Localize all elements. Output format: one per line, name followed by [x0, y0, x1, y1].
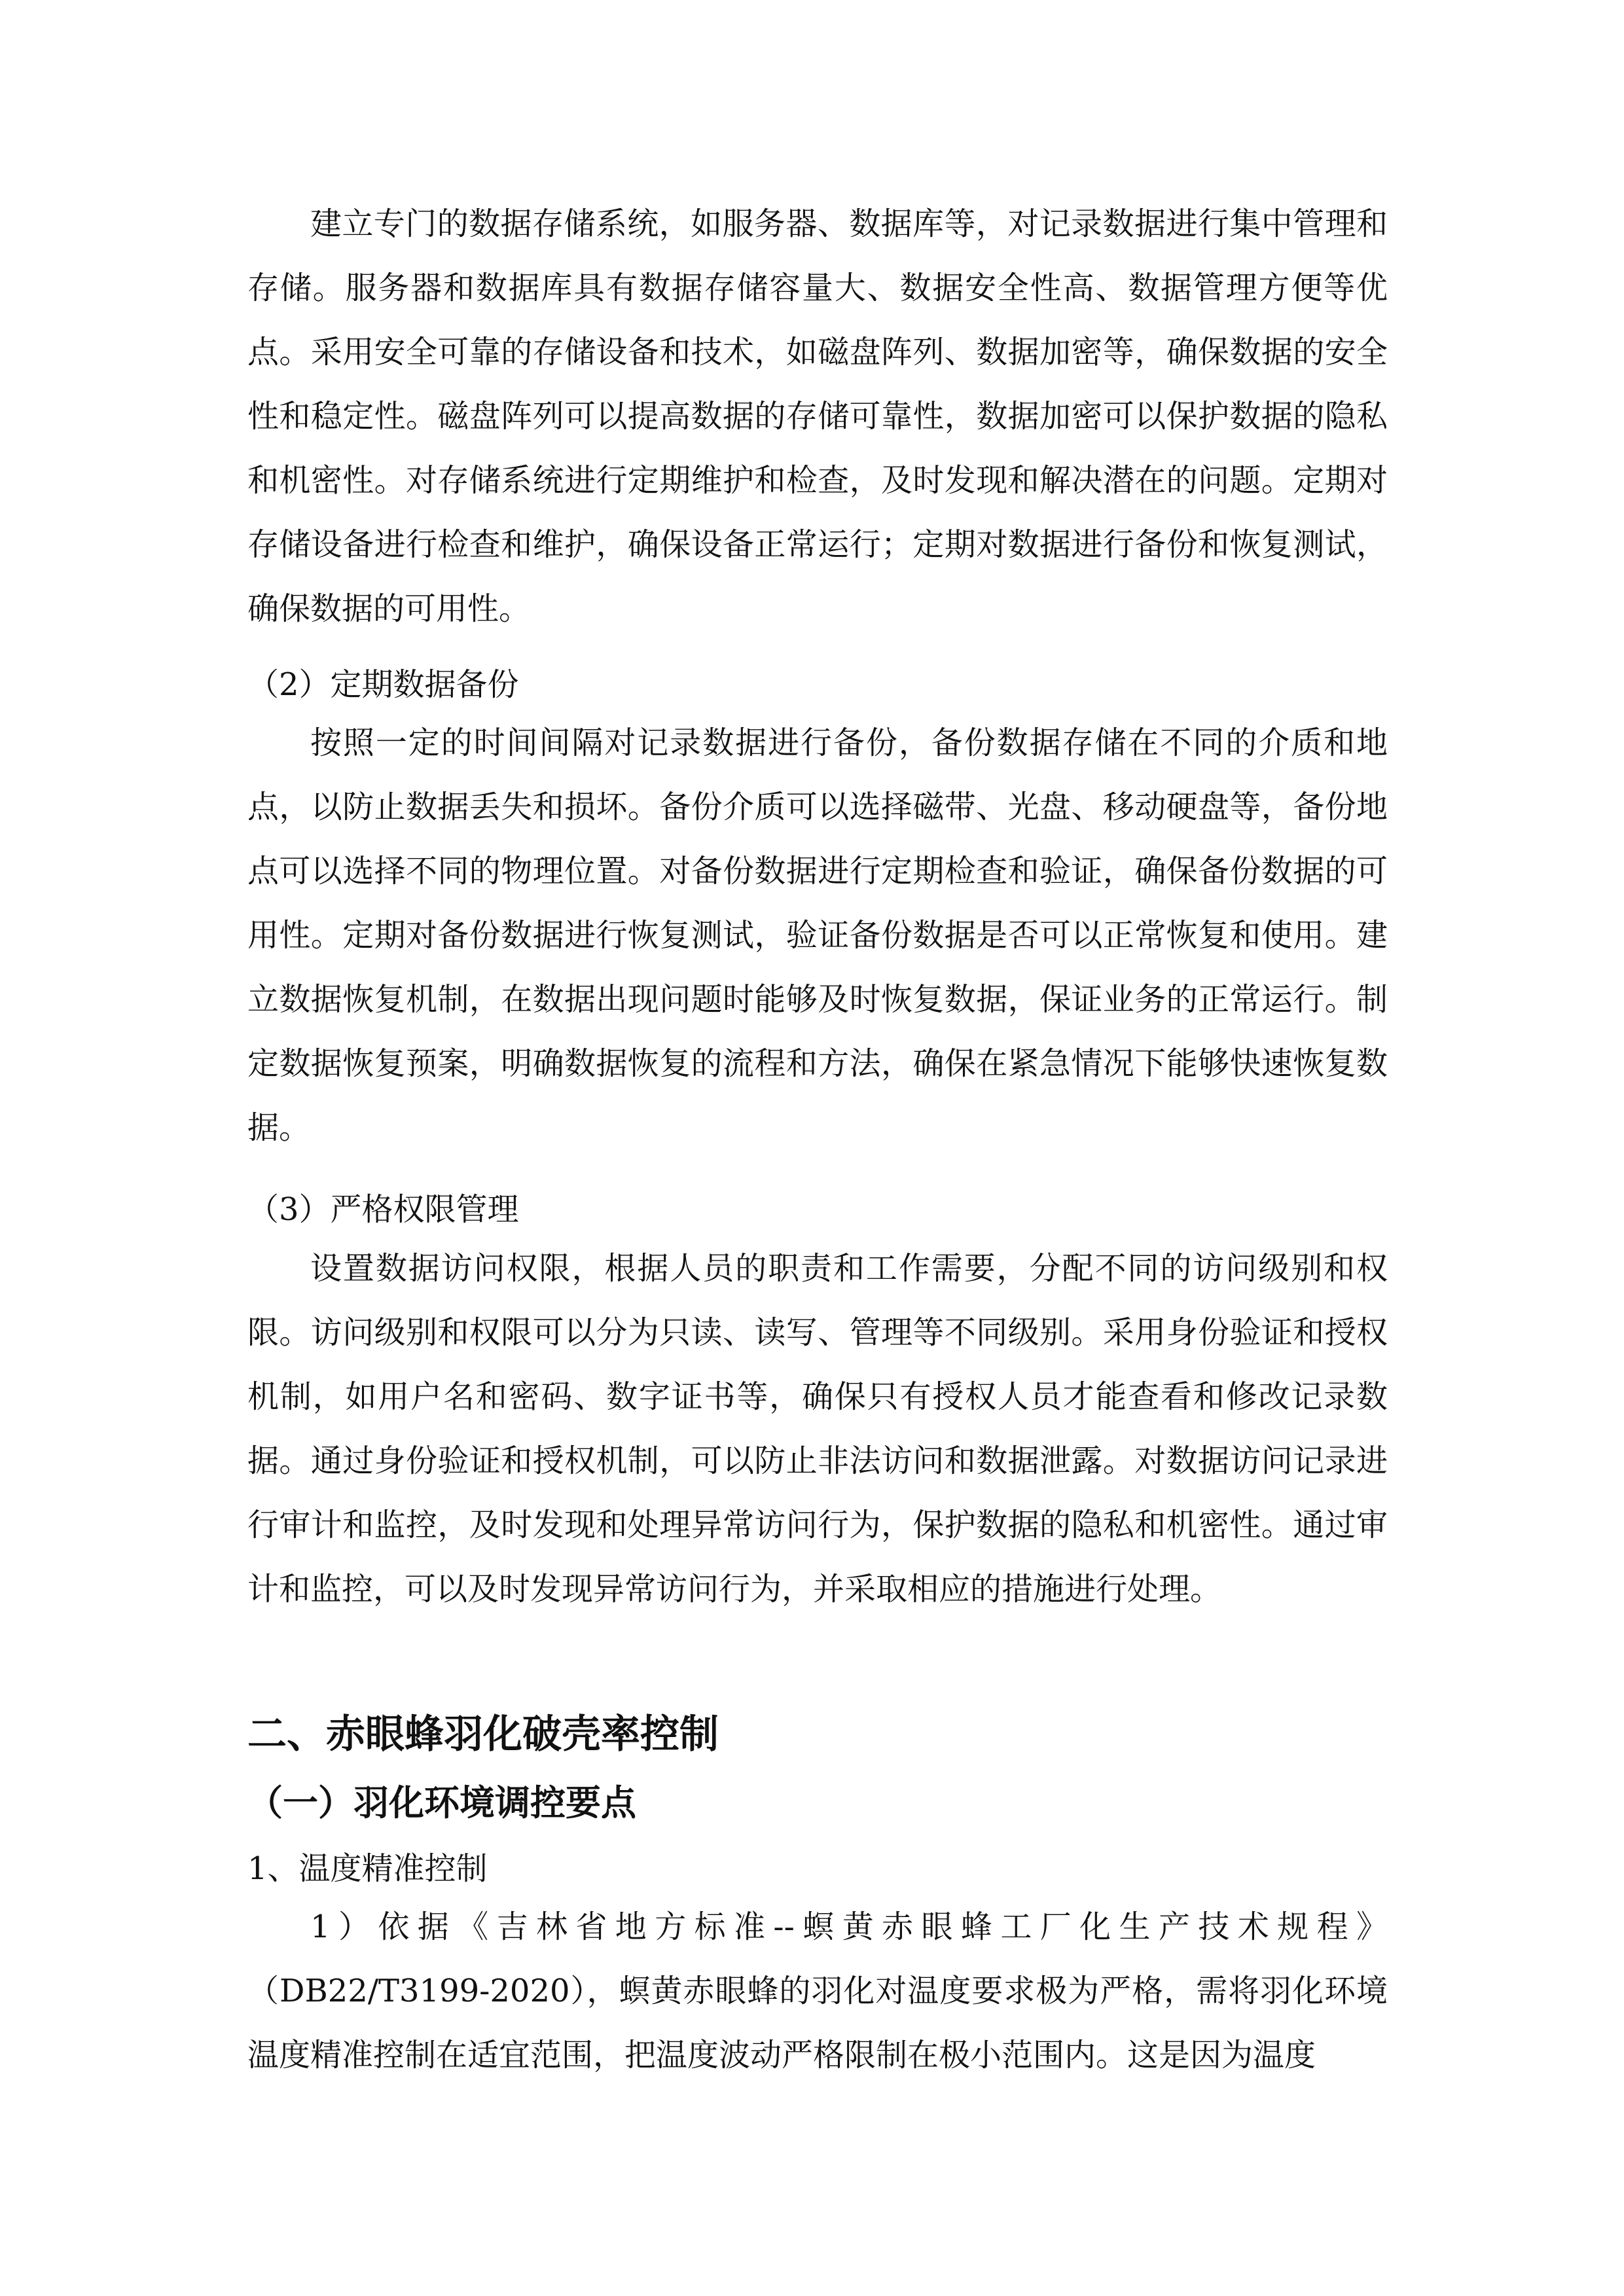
item-heading-temperature-control: 1、温度精准控制	[247, 1850, 488, 1887]
paragraph-data-storage-system: 建立专门的数据存储系统，如服务器、数据库等，对记录数据进行集中管理和存储。服务器和数据库具有数据存储容量大、数据安全性高、数据管理方便等优点。采用安全可靠的存储设备和技术，如磁盘阵列、数据加密等，确保数据的安全性和稳定性。磁盘阵列可以提高数据的存储可靠性，数据加密可以保护数据的隐私和机密性。对存储系统进行定期维护和检查，及时发现和解决潜在的问题。定期对存储设备进行检查和维护，确保设备正常运行；定期对数据进行备份和恢复测试，确保数据的可用性。	[247, 206, 1388, 627]
section-heading-emergence-rate: 二、赤眼蜂羽化破壳率控制	[247, 1712, 719, 1757]
subheading-permission-management: （3）严格权限管理	[247, 1191, 519, 1228]
paragraph-temperature-standard: 1）依据《吉林省地方标准--螟黄赤眼蜂工厂化生产技术规程》（DB22/T3199-2020），螟黄赤眼蜂的羽化对温度要求极为严格，需将羽化环境温度精准控制在适宜范围，把温度波动严格限制在极小范围内。这是因为温度	[247, 1909, 1388, 2073]
subheading-periodic-backup: （2）定期数据备份	[247, 666, 519, 703]
paragraph-permission-management: 设置数据访问权限，根据人员的职责和工作需要，分配不同的访问级别和权限。访问级别和权限可以分为只读、读写、管理等不同级别。采用身份验证和授权机制，如用户名和密码、数字证书等，确保只有授权人员才能查看和修改记录数据。通过身份验证和授权机制，可以防止非法访问和数据泄露。对数据访问记录进行审计和监控，及时发现和处理异常访问行为，保护数据的隐私和机密性。通过审计和监控，可以及时发现异常访问行为，并采取相应的措施进行处理。	[247, 1250, 1388, 1607]
paragraph-periodic-backup: 按照一定的时间间隔对记录数据进行备份，备份数据存储在不同的介质和地点，以防止数据丢失和损坏。备份介质可以选择磁带、光盘、移动硬盘等，备份地点可以选择不同的物理位置。对备份数据进行定期检查和验证，确保备份数据的可用性。定期对备份数据进行恢复测试，验证备份数据是否可以正常恢复和使用。建立数据恢复机制，在数据出现问题时能够及时恢复数据，保证业务的正常运行。制定数据恢复预案，明确数据恢复的流程和方法，确保在紧急情况下能够快速恢复数据。	[247, 725, 1388, 1146]
subsection-heading-emergence-environment: （一）羽化环境调控要点	[247, 1782, 636, 1823]
